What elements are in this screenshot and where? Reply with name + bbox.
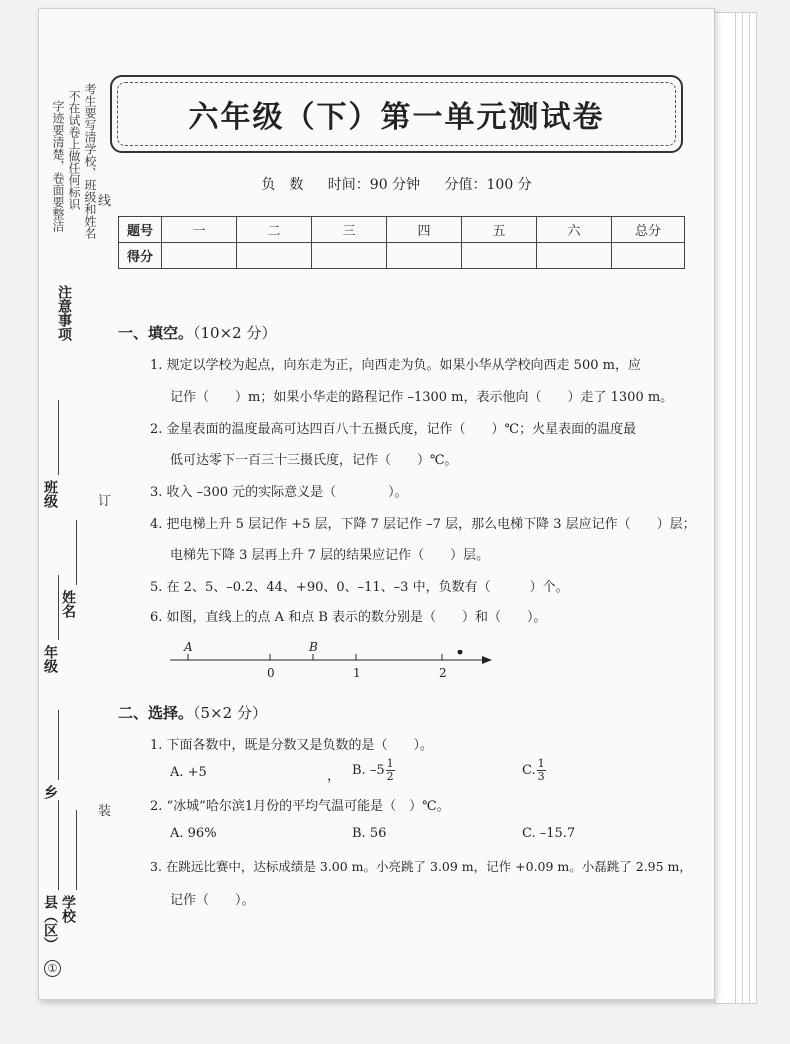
exam-title: 六年级（下）第一单元测试卷	[117, 82, 676, 146]
notice-title: 注意事项	[56, 285, 72, 341]
township-field[interactable]	[58, 710, 59, 780]
s1-q2-line2: 低可达零下一百三十三摄氏度，记作（ ）℃。	[170, 453, 458, 468]
notice-line-1: 考生要写清学校、班级和姓名	[83, 83, 97, 239]
binding-mark-ding: 订	[98, 494, 112, 509]
score-table-header-row	[119, 217, 685, 243]
notice-line-3: 字迹要清楚，卷面要整洁	[51, 100, 65, 232]
class-field[interactable]	[58, 400, 59, 475]
class-label: 班级	[42, 480, 58, 508]
school-label: 学校	[60, 895, 76, 923]
score-cell[interactable]	[537, 243, 612, 269]
page-number: ①	[44, 960, 61, 977]
s2-q1-option-c	[522, 758, 546, 783]
name-label: 姓名	[60, 590, 76, 618]
option-c-denominator: 3	[537, 770, 545, 783]
option-b-fraction	[386, 758, 395, 783]
col-header: 六	[537, 217, 612, 243]
s2-q1: 1. 下面各数中，既是分数又是负数的是（ ）。	[150, 738, 434, 753]
score-cell-total[interactable]	[612, 243, 685, 269]
score-table-score-row	[119, 243, 685, 269]
label-tick-1: 1	[353, 666, 361, 680]
s1-q3: 3. 收入 –300 元的实际意义是（ ）。	[150, 485, 408, 500]
binding-mark-zhuang: 装	[98, 804, 112, 819]
binding-mark-xian: 线	[98, 194, 112, 209]
s1-q1-line1: 1. 规定以学校为起点，向东走为正，向西走为负。如果小华从学校向西走 500 m，应	[150, 358, 641, 373]
score-cell[interactable]	[162, 243, 237, 269]
row-label-question-number: 题号	[119, 217, 162, 243]
col-header: 五	[462, 217, 537, 243]
score-cell[interactable]	[387, 243, 462, 269]
col-header-total: 总分	[612, 217, 685, 243]
option-b-numerator: 1	[386, 757, 394, 770]
section2-points: （5×2 分）	[193, 704, 267, 722]
s2-q2-option-c: C. –15.7	[522, 826, 576, 841]
section2-title: 二、选择。	[118, 704, 194, 722]
col-header: 二	[237, 217, 312, 243]
exam-subtitle	[110, 174, 683, 194]
score-cell[interactable]	[237, 243, 312, 269]
page-stack-edge	[714, 12, 736, 1004]
s1-q5: 5. 在 2、5、–0.2、44、+90、0、–11、–3 中，负数有（ ）个。	[150, 580, 569, 595]
s2-q1-option-a: A. +5	[170, 765, 207, 780]
col-header: 三	[312, 217, 387, 243]
county-label: 县（区）	[42, 895, 58, 951]
option-c-numerator: 1	[537, 757, 545, 770]
number-line-dot	[458, 650, 463, 655]
option-c-label: C.	[522, 763, 536, 778]
s1-q6: 6. 如图，直线上的点 A 和点 B 表示的数分别是（ ）和（ ）。	[150, 610, 547, 625]
row-label-score: 得分	[119, 243, 162, 269]
col-header: 一	[162, 217, 237, 243]
s2-q3-line1: 3. 在跳远比赛中，达标成绩是 3.00 m。小亮跳了 3.09 m，记作 +0.09 m。小磊跳了 2.95 m，	[150, 859, 692, 874]
option-b-denominator: 2	[386, 770, 394, 783]
number-line-arrow	[482, 656, 492, 664]
county-field[interactable]	[58, 800, 59, 890]
s2-q2-option-b: B. 56	[352, 826, 387, 841]
name-field[interactable]	[76, 520, 77, 585]
number-line	[170, 650, 500, 690]
label-point-b: B	[309, 640, 318, 654]
school-field[interactable]	[76, 810, 77, 890]
unit-name: 负 数	[261, 177, 304, 193]
section1-points: （10×2 分）	[193, 324, 277, 342]
section1-heading	[118, 322, 276, 343]
label-tick-2: 2	[439, 666, 447, 680]
section2-heading	[118, 702, 267, 723]
s1-q1-line2: 记作（ ）m；如果小华走的路程记作 –1300 m，表示他向（ ）走了 1300 m。	[170, 390, 674, 405]
s1-q4-line2: 电梯先下降 3 层再上升 7 层的结果应记作（ ）层。	[170, 548, 490, 563]
notice-line-2: 不在试卷上做任何标识	[67, 90, 81, 210]
s2-q1-option-b	[352, 758, 395, 783]
exam-score: 分值：100 分	[444, 177, 532, 193]
s2-q2-option-a: A. 96%	[170, 826, 217, 841]
label-tick-0: 0	[267, 666, 275, 680]
option-c-fraction	[537, 758, 546, 783]
s2-q1-separator: ，	[327, 769, 341, 784]
s1-q2-line1: 2. 金星表面的温度最高可达四百八十五摄氏度，记作（ ）℃；火星表面的温度最	[150, 422, 637, 437]
title-frame	[110, 75, 683, 153]
score-cell[interactable]	[462, 243, 537, 269]
grade-label: 年级	[42, 645, 58, 673]
score-table	[118, 216, 685, 269]
option-b-whole: B. –5	[352, 763, 385, 778]
col-header: 四	[387, 217, 462, 243]
label-point-a: A	[184, 640, 193, 654]
section1-title: 一、填空。	[118, 324, 194, 342]
score-cell[interactable]	[312, 243, 387, 269]
exam-time: 时间：90 分钟	[327, 177, 421, 193]
s2-q2: 2. “冰城”哈尔滨1月份的平均气温可能是（ ）℃。	[150, 799, 450, 814]
exam-page	[38, 8, 715, 1000]
s1-q4-line1: 4. 把电梯上升 5 层记作 +5 层，下降 7 层记作 –7 层，那么电梯下降 3 层应记作（ ）层；	[150, 517, 696, 532]
township-label: 乡	[42, 785, 58, 799]
s2-q3-line2: 记作（ ）。	[170, 893, 255, 908]
